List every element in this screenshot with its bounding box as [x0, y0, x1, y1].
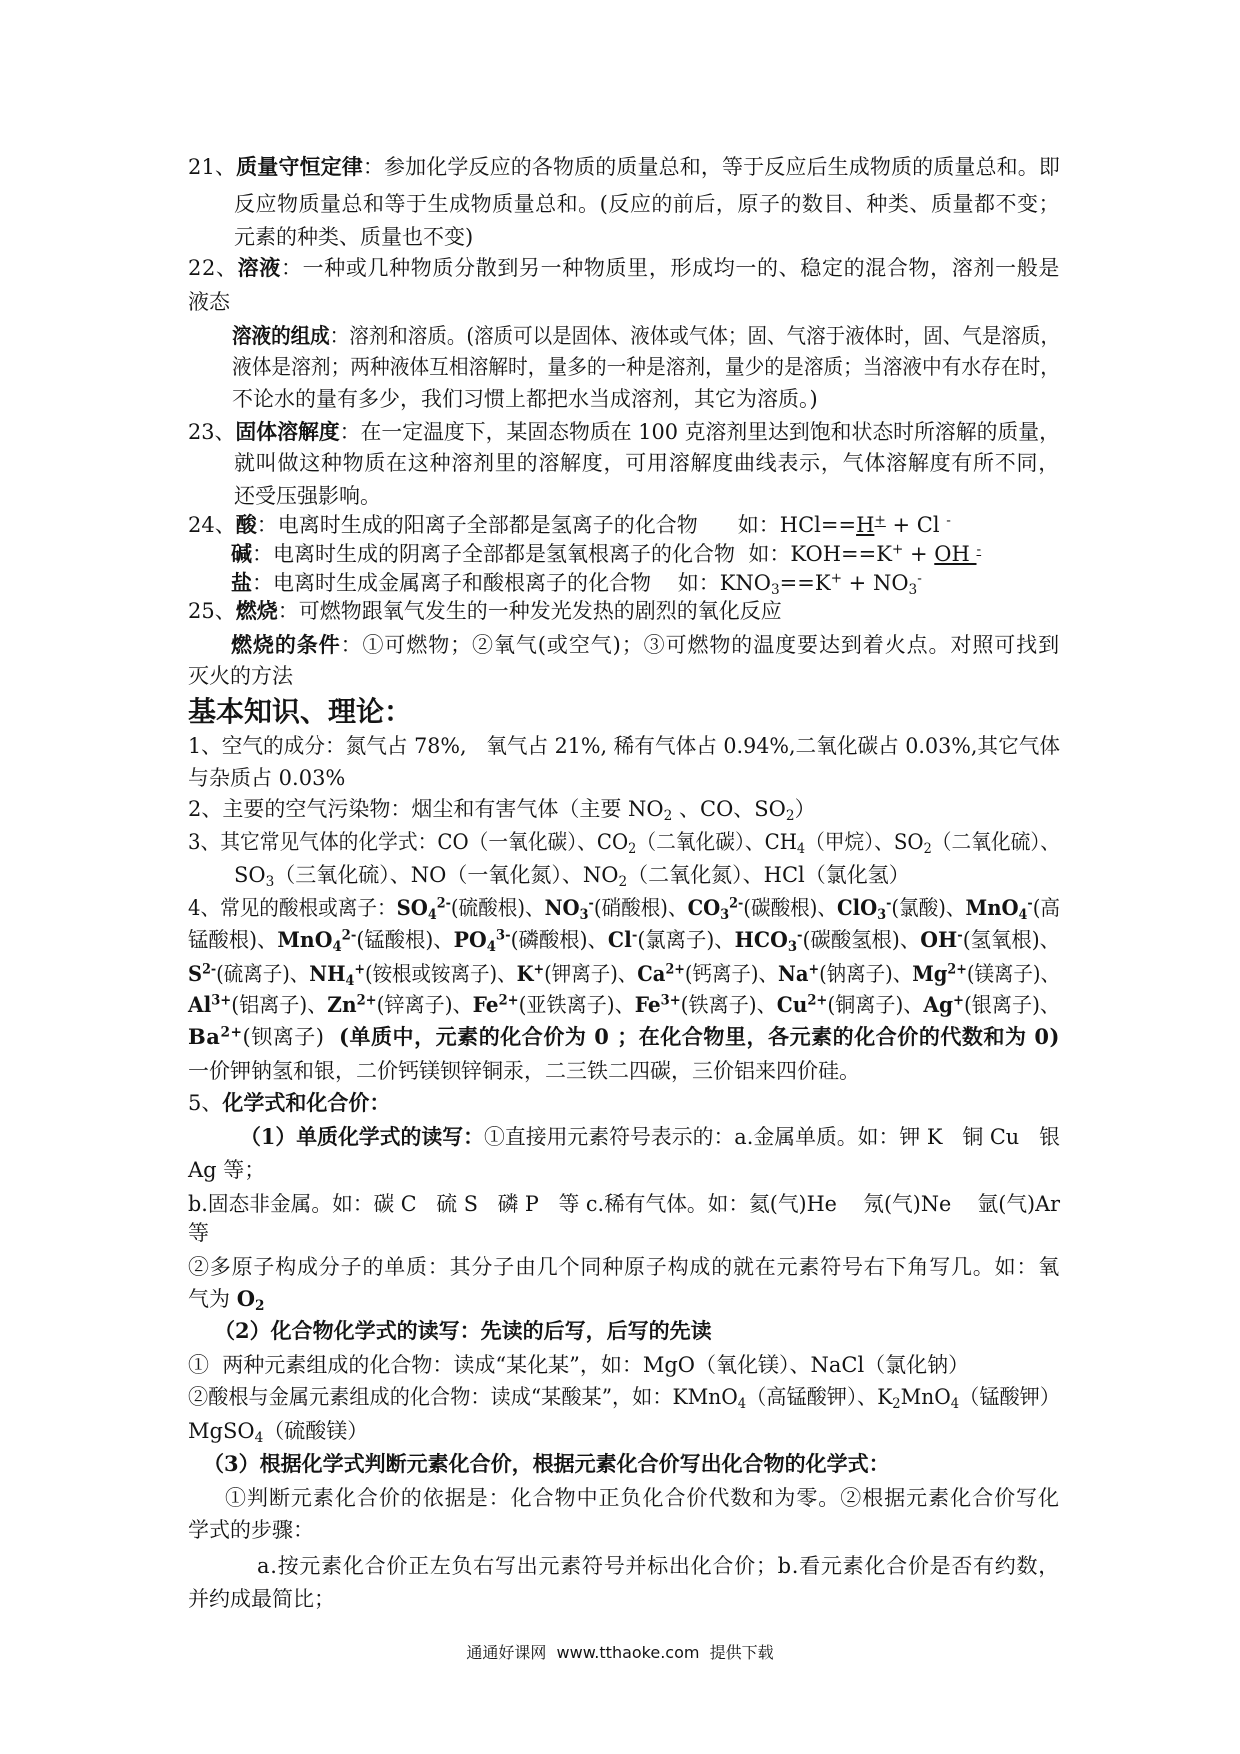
text-run: 4、常见的酸根或离子： — [188, 896, 397, 920]
text-run: (锰酸根)、 — [356, 928, 454, 952]
subscript: 4 — [796, 841, 806, 858]
text-run: 3、其它常见气体的化学式：CO（一氧化碳）、CO — [188, 830, 629, 854]
text-run: ②酸根与金属元素组成的化合物：读成“某酸某”，如：KMnO — [188, 1385, 738, 1409]
text-run: 22、 — [188, 256, 238, 280]
bold-text: O — [236, 1286, 255, 1311]
bold-text: HCO — [734, 927, 788, 952]
superscript: + — [953, 992, 964, 1009]
text-run: (硫离子)、 — [216, 962, 310, 986]
line-content — [188, 1022, 1060, 1052]
text-run: 5、 — [188, 1091, 223, 1115]
superscript: 2- — [341, 927, 357, 944]
bold-text: Ba — [188, 1024, 221, 1049]
text-run: 灭火的方法 — [188, 664, 293, 688]
text-run: (钙离子)、 — [684, 962, 779, 986]
superscript: 2- — [202, 961, 217, 978]
text-run: (铝离子)、 — [231, 993, 328, 1017]
text-line — [232, 384, 1060, 414]
text-line — [232, 352, 1060, 382]
text-line — [234, 481, 1060, 511]
bold-text: 碱 — [231, 541, 252, 566]
bold-text: K — [516, 961, 534, 986]
text-line — [225, 1483, 1060, 1513]
text-line — [188, 763, 1060, 793]
superscript: 2+ — [498, 992, 519, 1009]
subscript: 4 — [737, 1396, 747, 1413]
bold-text: 固体溶解度 — [235, 419, 340, 444]
text-run: 21、 — [188, 155, 237, 179]
text-run: ：①可燃物；②氧气(或空气)；③可燃物的温度要达到着火点。对照可找到 — [340, 633, 1061, 657]
line-content — [188, 1350, 969, 1380]
superscript: + — [891, 541, 904, 558]
text-run: （锰酸钾） — [959, 1385, 1060, 1409]
superscript: + — [354, 961, 365, 978]
subscript: 3 — [877, 907, 887, 924]
bold-text: Al — [188, 992, 212, 1017]
text-line — [231, 539, 1060, 569]
text-line — [188, 152, 1060, 182]
bold-text: Ca — [637, 961, 666, 986]
subscript: 4 — [950, 1396, 960, 1413]
line-content — [214, 1316, 712, 1346]
line-content — [188, 1284, 264, 1314]
text-run: 液体是溶剂；两种液体互相溶解时，量多的一种是溶剂，量少的是溶质；当溶液中有水存在时， — [232, 355, 1060, 379]
text-run: （二氧化硫）、 — [931, 830, 1060, 854]
superscript: 2+ — [220, 1024, 243, 1041]
text-run: (钾离子)、 — [544, 962, 638, 986]
line-content — [188, 1515, 314, 1545]
subscript: 3 — [787, 939, 798, 956]
bold-text: （1）单质化学式的读写： — [240, 1124, 484, 1149]
text-line — [188, 417, 1060, 447]
subscript: 2 — [663, 808, 673, 825]
superscript: 2+ — [807, 992, 828, 1009]
text-line — [188, 1155, 1060, 1185]
text-run: 反应物质量总和等于生成物质量总和。(反应的前后，原子的数目、种类、质量都不变； — [234, 192, 1060, 216]
superscript: - — [976, 541, 982, 558]
line-content — [234, 860, 910, 890]
text-run: 并约成最简比； — [188, 1587, 335, 1611]
text-line — [240, 1122, 1060, 1152]
text-line — [203, 1449, 1060, 1479]
superscript: + — [533, 961, 545, 978]
subscript: 2 — [628, 841, 637, 858]
text-run: (碳酸根)、 — [743, 896, 838, 920]
bold-text: Zn — [327, 992, 357, 1017]
text-run: (硝酸根)、 — [593, 896, 688, 920]
text-line — [188, 1189, 1060, 1219]
line-content — [188, 731, 1060, 761]
line-content — [188, 287, 230, 317]
line-content — [232, 384, 818, 414]
text-line — [188, 1022, 1060, 1052]
line-content — [257, 1551, 1060, 1581]
text-run: + Cl — [885, 513, 947, 537]
text-run: a.按元素化合价正左负右写出元素符号并标出化合价；b.看元素化合价是否有约数， — [257, 1554, 1060, 1578]
text-run: (银离子)、 — [963, 993, 1060, 1017]
superscript: 3- — [495, 927, 511, 944]
text-line — [188, 794, 1060, 824]
text-run: 学式的步骤： — [188, 1518, 314, 1542]
text-line — [188, 287, 1060, 317]
line-content — [231, 539, 981, 569]
superscript: 2+ — [947, 961, 967, 978]
text-line — [232, 321, 1060, 351]
line-content — [234, 222, 473, 252]
superscript: - — [946, 512, 951, 529]
text-line — [188, 1584, 1060, 1614]
text-run: + — [903, 542, 935, 566]
text-run: ==K — [779, 571, 831, 595]
text-line — [214, 1316, 1060, 1346]
subscript: 4 — [427, 907, 437, 924]
subscript: 2 — [923, 841, 932, 858]
text-run: （硫酸镁） — [263, 1419, 369, 1443]
text-run: ：在一定温度下，某固态物质在 100 克溶剂里达到饱和状态时所溶解的质量， — [339, 420, 1060, 444]
text-run: (硫酸根)、 — [450, 896, 545, 920]
text-line — [188, 731, 1060, 761]
bold-text: （2）化合物化学式的读写：先读的后写，后写的先读 — [214, 1318, 712, 1343]
text-run: （高锰酸钾）、K — [746, 1385, 893, 1409]
text-run: OH — [934, 542, 977, 566]
bold-text: 燃烧 — [235, 598, 278, 623]
bold-text: NH — [309, 961, 346, 986]
text-run: 还受压强影响。 — [234, 484, 381, 508]
bold-text: OH — [920, 927, 958, 952]
text-run: (氢氧根)、 — [962, 928, 1060, 952]
line-content — [188, 763, 345, 793]
text-line — [234, 860, 1060, 890]
text-run: (氯离子)、 — [637, 928, 735, 952]
superscript: - — [588, 895, 594, 912]
text-run: Ag 等； — [188, 1158, 266, 1182]
line-content — [188, 1416, 368, 1446]
text-run: （二氧化碳）、CH — [636, 830, 797, 854]
text-line — [231, 630, 1060, 660]
text-line — [188, 1350, 1060, 1380]
subscript: 4 — [486, 939, 496, 956]
line-content — [188, 417, 1060, 447]
text-run: ：参加化学反应的各物质的质量总和，等于反应后生成物质的质量总和。即 — [362, 155, 1061, 179]
section-heading: 基本知识、理论： — [188, 695, 413, 728]
bold-text: NO — [544, 895, 580, 920]
bold-text: Cl — [607, 927, 632, 952]
superscript: 3+ — [660, 992, 681, 1009]
subscript: 3 — [265, 874, 275, 891]
text-line — [188, 661, 1060, 691]
bold-text: SO — [396, 895, 428, 920]
bold-text: 酸 — [235, 512, 257, 537]
text-line — [257, 1551, 1060, 1581]
text-line — [234, 222, 1060, 252]
line-content — [188, 1252, 1060, 1282]
text-run: (氯酸)、 — [891, 896, 966, 920]
subscript: 3 — [720, 907, 730, 924]
bold-text: Cu — [776, 992, 808, 1017]
bold-text: 质量守恒定律 — [236, 154, 363, 179]
text-line — [234, 189, 1060, 219]
line-content — [188, 893, 1060, 923]
line-content — [188, 827, 1060, 857]
line-content — [240, 1122, 1060, 1152]
bold-text: CO — [687, 895, 721, 920]
text-run: (钠离子)、 — [819, 962, 913, 986]
text-run: (钡离子) — [242, 1025, 339, 1049]
text-run: ：电离时生成的阴离子全部都是氢氧根离子的化合物 如：KOH==K — [252, 542, 892, 566]
text-run: 24、 — [188, 513, 236, 537]
text-run: ：一种或几种物质分散到另一种物质里，形成均一的、稳定的混合物，溶剂一般是 — [280, 256, 1060, 280]
line-content — [203, 1449, 890, 1479]
text-run: (铁离子)、 — [680, 993, 777, 1017]
subscript: 3 — [579, 907, 589, 924]
line-content — [188, 152, 1060, 182]
text-line — [188, 827, 1060, 857]
line-content — [234, 448, 1060, 478]
text-run: (磷酸根)、 — [510, 928, 608, 952]
subscript: 4 — [254, 1430, 264, 1447]
line-content — [188, 253, 1060, 283]
line-content — [188, 990, 1060, 1020]
text-run: （二氧化氮）、HCl（氯化氢） — [627, 863, 910, 887]
text-run: ：可燃物跟氧气发生的一种发光发热的剧烈的氧化反应 — [277, 599, 782, 623]
line-content — [188, 510, 951, 540]
bold-text: 溶液 — [237, 255, 281, 280]
bold-text: 燃烧的条件 — [231, 632, 341, 657]
subscript: 4 — [1018, 907, 1028, 924]
subscript: 2 — [618, 874, 628, 891]
subscript: 2 — [892, 1396, 901, 1413]
line-content — [232, 321, 1060, 351]
superscript: + — [874, 512, 886, 529]
text-run: ） — [794, 797, 816, 821]
text-line — [188, 1284, 1060, 1314]
text-run: 气为 — [188, 1287, 237, 1311]
text-run: (铵根或铵离子)、 — [364, 962, 517, 986]
bold-text: 溶液的组成 — [232, 323, 330, 348]
bold-text: MnO — [965, 895, 1019, 920]
line-content — [188, 794, 816, 824]
text-line — [188, 1218, 1060, 1248]
text-run: + NO — [842, 571, 909, 595]
line-content — [188, 1155, 265, 1185]
subscript: 4 — [332, 939, 342, 956]
bold-text: ClO — [837, 895, 878, 920]
text-run: ①直接用元素符号表示的：a.金属单质。如：钾 K 铜 Cu 银 — [483, 1125, 1060, 1149]
text-line — [188, 990, 1060, 1020]
text-run: b.固态非金属。如：碳 C 硫 S 磷 P 等 c.稀有气体。如：氦(气)He 氖(气)Ne 氩(气)Ar — [188, 1192, 1060, 1216]
subscript: 4 — [345, 973, 355, 990]
text-run: SO — [234, 863, 266, 887]
superscript: - — [886, 895, 892, 912]
text-run: 就叫做这种物质在这种溶剂里的溶解度，可用溶解度曲线表示，气体溶解度有所不同， — [234, 451, 1060, 475]
text-run: H — [856, 513, 875, 537]
footer-text: 通通好课网 www.tthaoke.com 提供下载 — [466, 1643, 774, 1662]
text-run: ②多原子构成分子的单质：其分子由几个同种原子构成的就在元素符号右下角写几。如：氧 — [188, 1255, 1060, 1279]
text-run: 不论水的量有多少，我们习惯上都把水当成溶剂，其它为溶质。) — [232, 387, 818, 411]
line-content — [188, 1584, 335, 1614]
text-run: 锰酸根)、 — [188, 928, 278, 952]
bold-text: S — [188, 961, 203, 986]
text-line — [188, 510, 1060, 540]
line-content — [188, 925, 1060, 955]
bold-text: 盐 — [231, 570, 252, 595]
superscript: - — [1027, 895, 1033, 912]
bold-text: PO — [453, 927, 487, 952]
text-run: 25、 — [188, 599, 236, 623]
superscript: - — [917, 570, 922, 587]
bold-text: Fe — [634, 992, 661, 1017]
text-run: 一价钾钠氢和银，二价钙镁钡锌铜汞，二三铁二四碳，三价铝来四价硅。 — [188, 1059, 860, 1083]
text-line — [188, 959, 1060, 989]
text-run: 与杂质占 0.03% — [188, 766, 346, 790]
text-run: ①判断元素化合价的依据是：化合物中正负化合价代数和为零。②根据元素化合价写化 — [225, 1486, 1060, 1510]
text-run: 、CO、SO — [672, 797, 786, 821]
line-content — [188, 661, 293, 691]
text-run: （甲烷）、SO — [805, 830, 924, 854]
text-run: 1、空气的成分：氮气占 78%, 氧气占 21%, 稀有气体占 0.94%,二氧化碳占 0.03%,其它气体 — [188, 734, 1060, 758]
text-run: MgSO — [188, 1419, 255, 1443]
subscript: 2 — [785, 808, 795, 825]
superscript: 2- — [436, 895, 451, 912]
line-content — [231, 630, 1060, 660]
superscript: 3+ — [211, 992, 232, 1009]
line-content — [234, 189, 1060, 219]
line-content — [188, 1218, 209, 1248]
text-run: (铜离子)、 — [827, 993, 924, 1017]
line-content — [234, 481, 381, 511]
subscript: 3 — [908, 582, 918, 599]
text-line — [188, 1382, 1060, 1412]
text-run: 等 — [188, 1221, 209, 1245]
superscript: - — [631, 927, 638, 944]
bold-text: （3）根据化学式判断元素化合价，根据元素化合价写出化合物的化学式： — [203, 1451, 890, 1476]
text-run: (锌离子)、 — [376, 993, 473, 1017]
text-line — [188, 893, 1060, 923]
text-run: ：溶剂和溶质。(溶质可以是固体、液体或气体；固、气溶于液体时，固、气是溶质， — [329, 324, 1061, 348]
text-line — [188, 1056, 1060, 1086]
bold-text: (单质中，元素的化合价为 0 ；在化合物里，各元素的化合价的代数和为 0) — [338, 1024, 1061, 1049]
line-content — [225, 1483, 1060, 1513]
text-run: （三氧化硫）、NO（一氧化氮）、NO — [274, 863, 619, 887]
superscript: - — [797, 927, 803, 944]
text-run: ：电离时生成金属离子和酸根离子的化合物 如：KNO — [252, 571, 771, 595]
text-run: (碳酸氢根)、 — [802, 928, 921, 952]
line-content — [231, 568, 922, 598]
text-run: MnO — [900, 1385, 951, 1409]
text-line — [231, 568, 1060, 598]
line-content — [188, 596, 782, 626]
superscript: 2- — [729, 895, 744, 912]
text-line — [188, 1252, 1060, 1282]
text-run: ：电离时生成的阳离子全部都是氢离子的化合物 如：HCl== — [256, 513, 857, 537]
superscript: 2+ — [665, 961, 685, 978]
bold-text: Mg — [912, 961, 948, 986]
superscript: 2+ — [356, 992, 377, 1009]
text-run: (镁离子)、 — [966, 962, 1060, 986]
text-run: (亚铁离子)、 — [518, 993, 635, 1017]
text-run: 元素的种类、质量也不变) — [234, 225, 474, 249]
text-line — [234, 448, 1060, 478]
text-line — [188, 1416, 1060, 1446]
superscript: - — [957, 927, 963, 944]
line-content — [188, 959, 1060, 989]
line-content — [188, 1189, 1060, 1219]
text-line — [188, 253, 1060, 283]
bold-text: Fe — [472, 992, 499, 1017]
text-line — [188, 1088, 1060, 1118]
subscript: 2 — [254, 1298, 265, 1315]
bold-text: Na — [778, 961, 809, 986]
line-content — [188, 1382, 1060, 1412]
line-content — [188, 1088, 390, 1118]
subscript: 3 — [770, 582, 780, 599]
line-content — [232, 352, 1060, 382]
text-line — [188, 925, 1060, 955]
text-run: 液态 — [188, 290, 230, 314]
superscript: + — [808, 961, 820, 978]
text-line — [188, 1515, 1060, 1545]
superscript: + — [830, 570, 842, 587]
line-content — [188, 1056, 860, 1086]
text-run: 2、主要的空气污染物：烟尘和有害气体（主要 NO — [188, 797, 664, 821]
text-line — [188, 596, 1060, 626]
bold-text: MnO — [277, 927, 333, 952]
bold-text: Ag — [923, 992, 954, 1017]
text-run: (高 — [1032, 896, 1060, 920]
text-run: 23、 — [188, 420, 236, 444]
bold-text: 化学式和化合价： — [222, 1090, 391, 1115]
text-run: ① 两种元素组成的化合物：读成“某化某”，如：MgO（氧化镁）、NaCl（氯化钠） — [188, 1353, 970, 1377]
